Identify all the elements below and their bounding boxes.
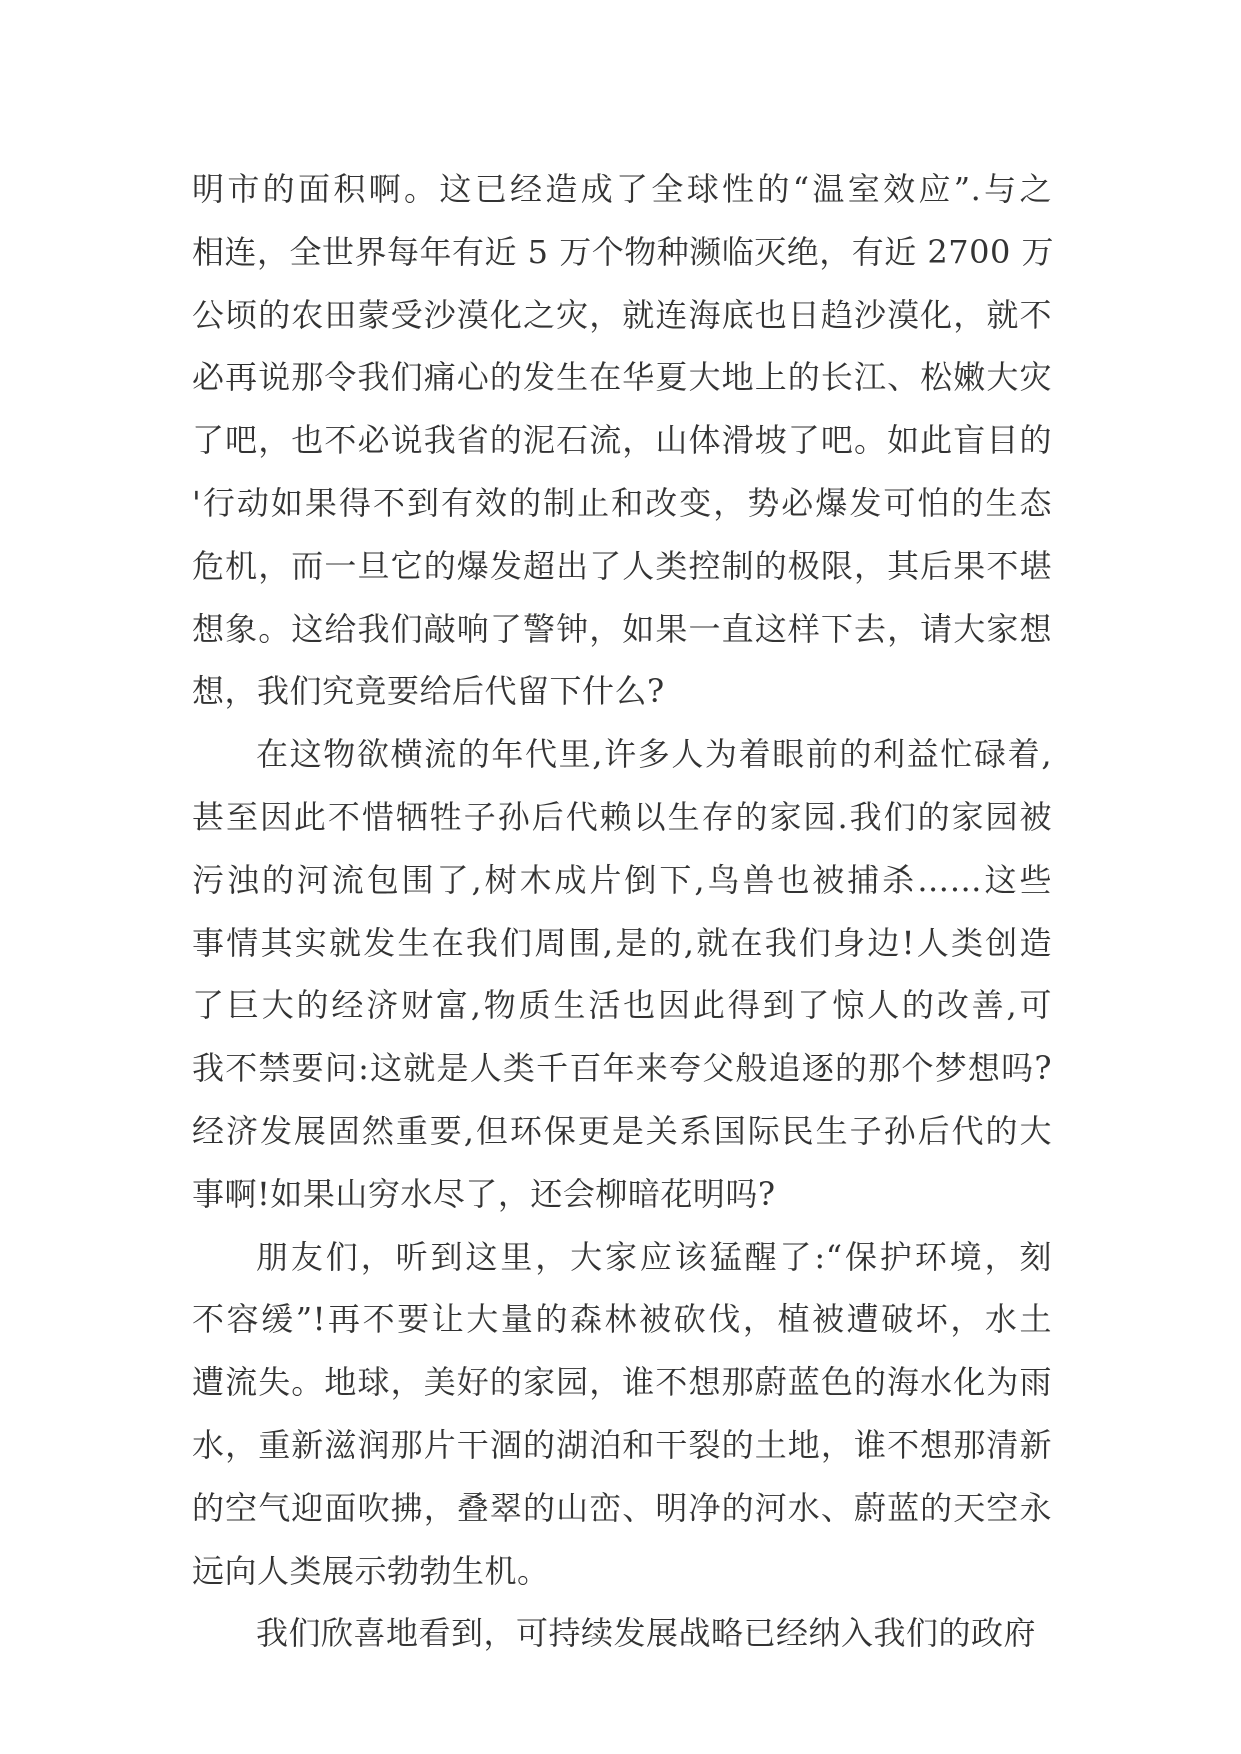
text-line: 在这物欲横流的年代里,许多人为着眼前的利益忙碌着,: [256, 735, 1052, 774]
text-line: 了巨大的经济财富,物质生活也因此得到了惊人的改善,可: [192, 986, 1052, 1025]
text-line: 事啊!如果山穷水尽了，还会柳暗花明吗?: [192, 1174, 776, 1213]
text-line: 水，重新滋润那片干涸的湖泊和干裂的土地，谁不想那清新: [192, 1425, 1052, 1464]
text-line: 危机，而一旦它的爆发超出了人类控制的极限，其后果不堪: [192, 546, 1052, 585]
text-line: 必再说那令我们痛心的发生在华夏大地上的长江、松嫩大灾: [192, 358, 1052, 397]
text-line: 污浊的河流包围了,树木成片倒下,鸟兽也被捕杀……这些: [192, 860, 1052, 899]
text-line: 公顷的农田蒙受沙漠化之灾，就连海底也日趋沙漠化，就不: [192, 295, 1052, 334]
text-line: 甚至因此不惜牺牲子孙后代赖以生存的家园.我们的家园被: [192, 797, 1052, 836]
text-line: 遭流失。地球，美好的家园，谁不想那蔚蓝色的海水化为雨: [192, 1363, 1052, 1402]
text-line: 了吧，也不必说我省的泥石流，山体滑坡了吧。如此盲目的: [192, 421, 1052, 460]
text-line: 我不禁要问:这就是人类千百年来夸父般追逐的那个梦想吗?: [192, 1049, 1052, 1088]
text-line: 的空气迎面吹拂，叠翠的山峦、明净的河水、蔚蓝的天空永: [192, 1488, 1052, 1527]
text-line: 经济发展固然重要,但环保更是关系国际民生子孙后代的大: [192, 1111, 1052, 1150]
text-line: 事情其实就发生在我们周围,是的,就在我们身边!人类创造: [192, 923, 1052, 962]
text-line: '行动如果得不到有效的制止和改变，势必爆发可怕的生态: [192, 483, 1052, 522]
text-line: 想象。这给我们敲响了警钟，如果一直这样下去，请大家想: [192, 609, 1052, 648]
text-line: 想，我们究竟要给后代留下什么?: [192, 672, 665, 711]
text-line: 我们欣喜地看到，可持续发展战略已经纳入我们的政府: [256, 1614, 1037, 1653]
text-line: 明市的面积啊。这已经造成了全球性的“温室效应”.与之: [192, 170, 1052, 208]
text-line: 朋友们，听到这里，大家应该猛醒了:“保护环境，刻: [256, 1237, 1052, 1276]
text-line: 不容缓”!再不要让大量的森林被砍伐，植被遭破坏，水土: [192, 1300, 1052, 1339]
text-line: 相连，全世界每年有近 5 万个物种濒临灭绝，有近 2700 万: [192, 232, 1054, 271]
document-body: [192, 158, 1052, 1665]
text-line: 远向人类展示勃勃生机。: [192, 1551, 550, 1590]
